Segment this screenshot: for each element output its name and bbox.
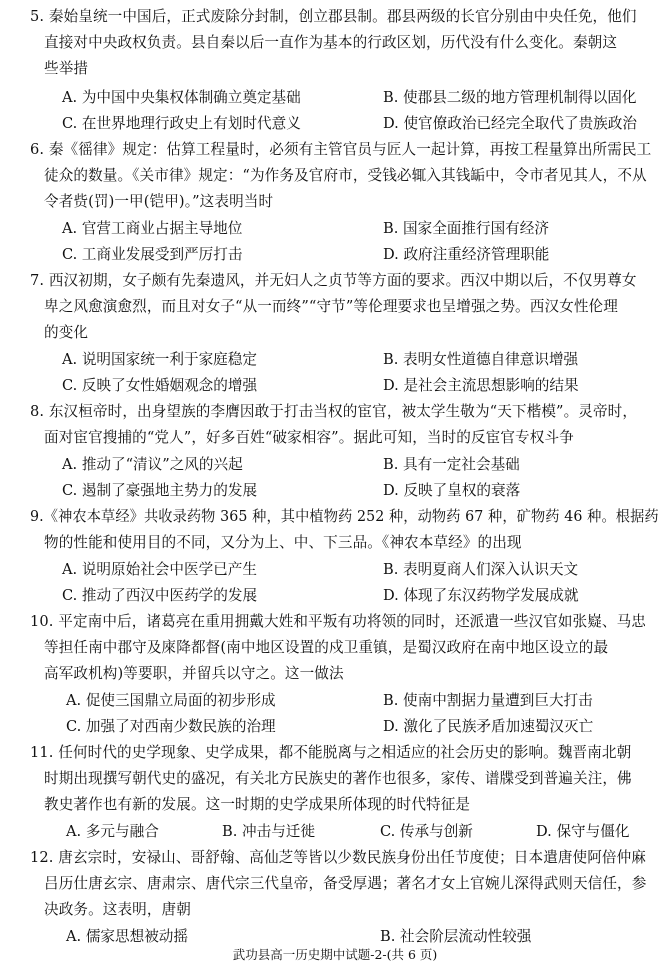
- question-stem-line: 的变化: [44, 324, 89, 341]
- question-stem-line: 9.《神农本草经》共收录药物 365 种，其中植物药 252 种，动物药 67 种，矿物药 46 种。根据药: [30, 508, 659, 525]
- option-d: D. 政府注重经济管理职能: [383, 246, 550, 263]
- option-a: A. 儒家思想被动摇: [66, 928, 188, 945]
- option-a: A. 为中国中央集权体制确立奠定基础: [62, 89, 301, 106]
- option-c: C. 反映了女性婚姻观念的增强: [62, 377, 258, 394]
- question-stem-line: 令者赀(罚)一甲(铠甲)。”这表明当时: [44, 193, 274, 210]
- option-d: D. 保守与僵化: [536, 823, 630, 840]
- option-c: C. 遏制了豪强地主势力的发展: [62, 482, 258, 499]
- option-a: A. 说明国家统一利于家庭稳定: [62, 351, 257, 368]
- question-stem-line: 决政务。这表明，唐朝: [44, 901, 191, 918]
- option-a: A. 官营工商业占据主导地位: [62, 220, 243, 237]
- option-c: C. 工商业发展受到严厉打击: [62, 246, 243, 263]
- option-c: C. 在世界地理行政史上有划时代意义: [62, 115, 301, 132]
- question-stem-line: 些举措: [44, 60, 89, 77]
- option-c: C. 加强了对西南少数民族的治理: [66, 718, 276, 735]
- option-c: C. 传承与创新: [380, 823, 473, 840]
- option-b: B. 具有一定社会基础: [383, 456, 520, 473]
- question-stem-line: 直接对中央政权负责。县自秦以后一直作为基本的行政区划，历代没有什么变化。秦朝这: [44, 34, 618, 51]
- option-b: B. 社会阶层流动性较强: [380, 928, 532, 945]
- option-a: A. 多元与融合: [66, 823, 159, 840]
- question-stem-line: 等担任南中郡守及庲降都督(南中地区设置的戍卫重镇，是蜀汉政府在南中地区设立的最: [44, 639, 609, 656]
- option-b: B. 使郡县二级的地方管理机制得以固化: [383, 89, 637, 106]
- page-footer: 武功县高一历史期中试题-2-(共 6 页): [232, 947, 438, 962]
- option-d: D. 体现了东汉药物学发展成就: [383, 587, 579, 604]
- option-b: B. 表明女性道德自律意识增强: [383, 351, 579, 368]
- option-d: D. 使官僚政治已经完全取代了贵族政治: [383, 115, 637, 132]
- option-d: D. 激化了民族矛盾加速蜀汉灭亡: [383, 718, 594, 735]
- option-d: D. 反映了皇权的衰落: [383, 482, 521, 499]
- option-b: B. 使南中割据力量遭到巨大打击: [383, 692, 593, 709]
- question-stem-line: 7. 西汉初期，女子颇有先秦遗风，并无妇人之贞节等方面的要求。西汉中期以后，不仅男尊女: [30, 272, 637, 289]
- question-stem-line: 徒众的数量。《关市律》规定：“为作务及官府市，受钱必辄入其钱缿中，令市者见其人，不从: [44, 167, 647, 184]
- option-b: B. 冲击与迁徙: [222, 823, 315, 840]
- option-b: B. 表明夏商人们深入认识天文: [383, 561, 579, 578]
- option-c: C. 推动了西汉中医药学的发展: [62, 587, 258, 604]
- question-stem-line: 卑之风愈演愈烈，而且对女子“从一而终”“守节”等伦理要求也呈增强之势。西汉女性伦理: [44, 298, 618, 315]
- option-b: B. 国家全面推行国有经济: [383, 220, 549, 237]
- option-a: A. 说明原始社会中医学已产生: [62, 561, 257, 578]
- question-stem-line: 5. 秦始皇统一中国后，正式废除分封制，创立郡县制。郡县两级的长官分别由中央任免，他们: [30, 8, 637, 25]
- option-a: A. 促使三国鼎立局面的初步形成: [66, 692, 276, 709]
- option-a: A. 推动了“清议”之风的兴起: [62, 456, 243, 473]
- question-stem-line: 8. 东汉桓帝时，出身望族的李膺因敢于打击当权的宦官，被太学生敬为“天下楷模”。灵帝时，: [30, 403, 638, 420]
- question-stem-line: 教史著作也有新的发展。这一时期的史学成果所体现的时代特征是: [44, 796, 471, 813]
- question-stem-line: 物的性能和使用目的不同，又分为上、中、下三品。《神农本草经》的出现: [44, 534, 522, 551]
- option-d: D. 是社会主流思想影响的结果: [383, 377, 579, 394]
- question-stem-line: 10. 平定南中后，诸葛亮在重用拥戴大姓和平叛有功将领的同时，还派遣一些汉官如张嶷、马忠: [30, 613, 647, 630]
- question-stem-line: 6. 秦《徭律》规定：估算工程量时，必须有主管官员与匠人一起计算，再按工程量算出所需民工: [30, 141, 652, 158]
- question-stem-line: 高军政机构)等要职，并留兵以守之。这一做法: [44, 665, 344, 682]
- question-stem-line: 12. 唐玄宗时，安禄山、哥舒翰、高仙芝等皆以少数民族身份出任节度使；日本遣唐使阿倍仲麻: [30, 849, 647, 866]
- question-stem-line: 时期出现撰写朝代史的盛况，有关北方民族史的著作也很多，家传、谱牒受到普遍关注，佛: [44, 770, 632, 787]
- question-stem-line: 11. 任何时代的史学现象、史学成果，都不能脱离与之相适应的社会历史的影响。魏晋南北朝: [30, 744, 632, 761]
- question-stem-line: 吕历仕唐玄宗、唐肃宗、唐代宗三代皇帝，备受厚遇；著名才女上官婉儿深得武则天信任，参: [44, 875, 647, 892]
- question-stem-line: 面对宦官搜捕的“党人”，好多百姓“破家相容”。据此可知，当时的反宦官专权斗争: [44, 429, 574, 446]
